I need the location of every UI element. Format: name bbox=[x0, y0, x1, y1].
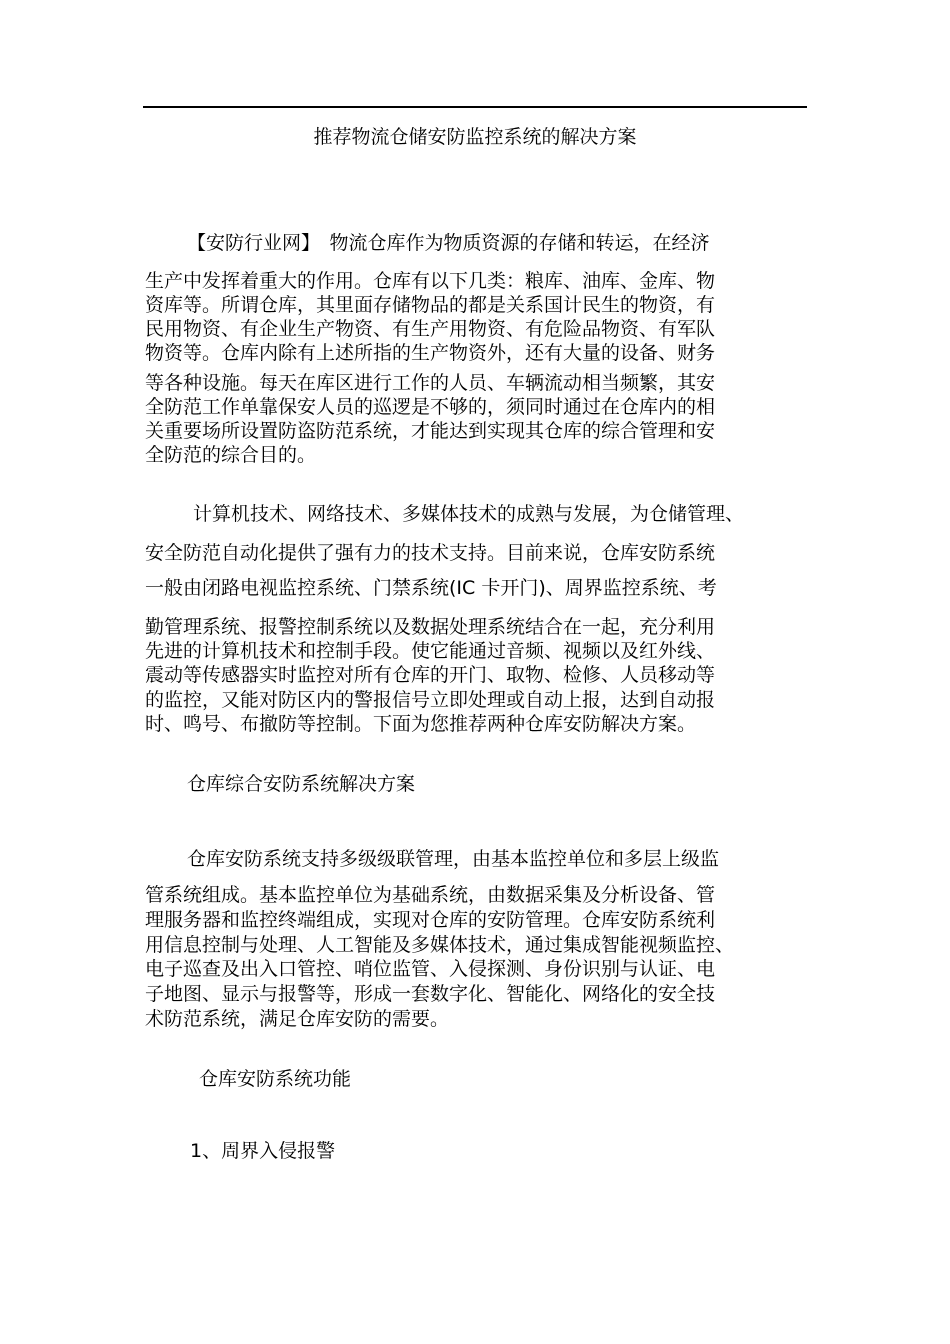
header-rule bbox=[143, 106, 807, 108]
paragraph-line: 术防范系统，满足仓库安防的需要。 bbox=[145, 1008, 450, 1030]
paragraph-line: 全防范的综合目的。 bbox=[145, 444, 317, 466]
paragraph-line: 先进的计算机技术和控制手段。使它能通过音频、视频以及红外线、 bbox=[145, 640, 716, 662]
document-title: 推荐物流仓储安防监控系统的解决方案 bbox=[313, 126, 637, 148]
paragraph-line: 一般由闭路电视监控系统、门禁系统(IC 卡开门)、周界监控系统、考 bbox=[145, 577, 717, 599]
paragraph-line: 民用物资、有企业生产物资、有生产用物资、有危险品物资、有军队 bbox=[145, 318, 716, 340]
paragraph-line: 的监控，又能对防区内的警报信号立即处理或自动上报，达到自动报 bbox=[145, 689, 716, 711]
paragraph-line: 勤管理系统、报警控制系统以及数据处理系统结合在一起，充分利用 bbox=[145, 616, 716, 638]
paragraph-line: 全防范工作单靠保安人员的巡逻是不够的，须同时通过在仓库内的相 bbox=[145, 396, 716, 418]
paragraph-line: 关重要场所设置防盗防范系统，才能达到实现其仓库的综合管理和安 bbox=[145, 420, 716, 442]
paragraph-line: 安全防范自动化提供了强有力的技术支持。目前来说，仓库安防系统 bbox=[145, 542, 716, 564]
paragraph-line: 管系统组成。基本监控单位为基础系统，由数据采集及分析设备、管 bbox=[145, 884, 716, 906]
section-heading: 仓库安防系统功能 bbox=[199, 1068, 352, 1090]
paragraph-line: 生产中发挥着重大的作用。仓库有以下几类：粮库、油库、金库、物 bbox=[145, 270, 716, 292]
paragraph-line: 子地图、显示与报警等，形成一套数字化、智能化、网络化的安全技 bbox=[145, 983, 716, 1005]
paragraph-line: 仓库安防系统支持多级级联管理，由基本监控单位和多层上级监 bbox=[187, 848, 720, 870]
section-heading: 1、周界入侵报警 bbox=[190, 1140, 336, 1162]
paragraph-line: 等各种设施。每天在库区进行工作的人员、车辆流动相当频繁，其安 bbox=[145, 372, 716, 394]
paragraph-line: 理服务器和监控终端组成，实现对仓库的安防管理。仓库安防系统利 bbox=[145, 909, 716, 931]
paragraph-line: 物资等。仓库内除有上述所指的生产物资外，还有大量的设备、财务 bbox=[145, 342, 716, 364]
paragraph-line: 计算机技术、网络技术、多媒体技术的成熟与发展，为仓储管理、 bbox=[193, 503, 745, 525]
paragraph-line: 时、鸣号、布撤防等控制。下面为您推荐两种仓库安防解决方案。 bbox=[145, 713, 697, 735]
paragraph-line: 资库等。所谓仓库，其里面存储物品的都是关系国计民生的物资，有 bbox=[145, 294, 716, 316]
paragraph-line: 【安防行业网】 物流仓库作为物质资源的存储和转运，在经济 bbox=[187, 232, 710, 254]
paragraph-line: 电子巡查及出入口管控、哨位监管、入侵探测、身份识别与认证、电 bbox=[145, 958, 716, 980]
section-heading: 仓库综合安防系统解决方案 bbox=[187, 773, 416, 795]
paragraph-line: 用信息控制与处理、人工智能及多媒体技术，通过集成智能视频监控、 bbox=[145, 934, 735, 956]
paragraph-line: 震动等传感器实时监控对所有仓库的开门、取物、检修、人员移动等 bbox=[145, 664, 716, 686]
